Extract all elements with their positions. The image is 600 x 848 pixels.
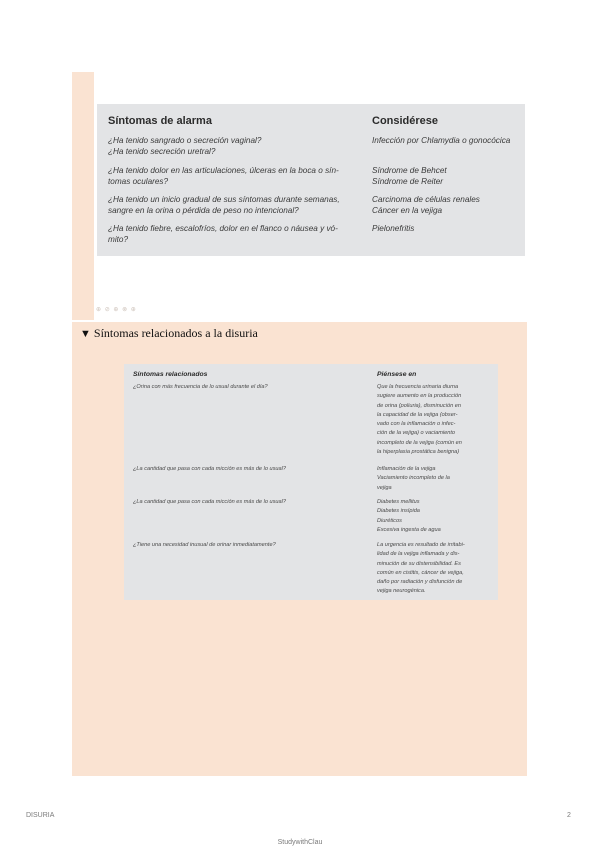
alarm-row-4-answer-line: Pielonefritis [372, 224, 415, 233]
related-row-4-answer-line: vejiga neurogénica. [377, 588, 426, 595]
related-row-3-question: ¿La cantidad que pasa con cada micción es más de lo usual? [133, 499, 286, 505]
related-row-2-answer-line: Inflamación de la vejiga [377, 466, 436, 472]
alarm-header-right: Considérese [372, 115, 439, 127]
alarm-row-3-question [108, 194, 370, 216]
related-row-1-question: ¿Orina con más frecuencia de lo usual durante el día? [133, 384, 268, 390]
alarm-row-1-question-line: ¿Ha tenido secreción uretral? [108, 147, 216, 156]
section-heading[interactable] [80, 326, 258, 341]
related-row-2-answer-line: Vaciamiento incompleto de la [377, 475, 450, 482]
related-row-3-answer-line: Excesiva ingesta de agua [377, 526, 441, 533]
related-row-1-answer-line: la hiperplasia prostática benigna) [377, 449, 460, 456]
alarm-row-4-question-line: mito? [108, 235, 129, 244]
related-row-2-answer-line: vejiga [377, 484, 392, 491]
related-row-2-answer [377, 465, 495, 493]
related-row-1-answer-line: incompleto de la vejiga (común en [377, 439, 462, 446]
alarm-row-2-question-line: ¿Ha tenido dolor en las articulaciones, úlceras en la boca o sín- [108, 166, 339, 175]
footer-chapter-label: DISURIA [26, 812, 55, 819]
related-header-left: Síntomas relacionados [133, 371, 208, 378]
related-row-4-answer-line: lidad de la vejiga inflamada y dis- [377, 551, 460, 558]
related-row-1-answer [377, 383, 495, 457]
related-row-1-answer-line: de orina (poliuria), disminución en [377, 402, 461, 409]
footer-page-number: 2 [567, 812, 571, 819]
faded-icons-row: ⊕ ⊘ ⊕ ⊗ ⊕ [96, 307, 137, 313]
related-row-1-answer-line: la capacidad de la vejiga (obser- [377, 411, 458, 418]
related-row-4-answer-line: La urgencia es resultado de irritabi- [377, 542, 465, 548]
section-title-text: Síntomas relacionados a la disuria [93, 326, 258, 340]
alarm-row-1-question [108, 135, 370, 157]
related-row-3-answer [377, 498, 495, 535]
related-row-1-answer-line: ción de la vejiga) o vaciamiento [377, 430, 456, 437]
related-row-1-answer-line: Que la frecuencia urinaria diurna [377, 384, 459, 390]
alarm-row-2-question-line: tomas oculares? [108, 177, 169, 186]
alarm-row-4-question [108, 223, 370, 245]
related-row-3-answer-line: Diuréticos [377, 517, 402, 524]
footer-watermark: StudywithClau [277, 839, 323, 846]
related-row-4-answer-line: minución de su distensibilidad. Es [377, 560, 461, 567]
collapse-triangle-icon[interactable]: ▼ [80, 328, 91, 340]
alarm-row-2-question [108, 165, 370, 187]
alarm-row-2-answer [372, 165, 524, 187]
related-row-4-answer-line: daño por radiación y disfunción de [377, 579, 463, 586]
alarm-header-left: Síntomas de alarma [108, 115, 212, 127]
related-row-3-answer-line: Diabetes insípida [377, 508, 420, 515]
related-row-4-question: ¿Tiene una necesidad inusual de orinar inmediatamente? [133, 542, 276, 548]
related-header-right: Piénsese en [377, 371, 417, 378]
alarm-row-3-question-line: sangre en la orina o pérdida de peso no intencional? [108, 206, 299, 215]
related-row-4-answer-line: común en cistitis, cáncer de vejiga, [377, 569, 464, 576]
alarm-symptoms-table [97, 104, 525, 256]
related-row-3-answer-line: Diabetes mellitus [377, 499, 420, 505]
alarm-row-1-answer [372, 135, 524, 146]
alarm-row-4-answer [372, 223, 524, 234]
alarm-row-2-answer-line: Síndrome de Behcet [372, 166, 447, 175]
related-row-2-question: ¿La cantidad que pasa con cada micción es más de lo usual? [133, 466, 286, 472]
related-symptoms-table [124, 364, 498, 600]
alarm-row-2-answer-line: Síndrome de Reiter [372, 177, 443, 186]
alarm-row-3-question-line: ¿Ha tenido un inicio gradual de sus síntomas durante semanas, [108, 195, 340, 204]
alarm-row-3-answer [372, 194, 524, 216]
related-row-1-answer-line: vado con la inflamación o infec- [377, 421, 456, 428]
alarm-row-1-answer-line: Infección por Chlamydia o gonocócica [372, 136, 511, 145]
alarm-row-3-answer-line: Carcinoma de células renales [372, 195, 480, 204]
alarm-row-1-question-line: ¿Ha tenido sangrado o secreción vaginal? [108, 136, 262, 145]
page-margin-strip [72, 72, 94, 320]
related-row-1-answer-line: sugiere aumento en la producción [377, 393, 462, 400]
alarm-row-3-answer-line: Cáncer en la vejiga [372, 206, 443, 215]
related-row-4-answer [377, 541, 495, 597]
alarm-row-4-question-line: ¿Ha tenido fiebre, escalofríos, dolor en el flanco o náusea y vó- [108, 224, 338, 233]
